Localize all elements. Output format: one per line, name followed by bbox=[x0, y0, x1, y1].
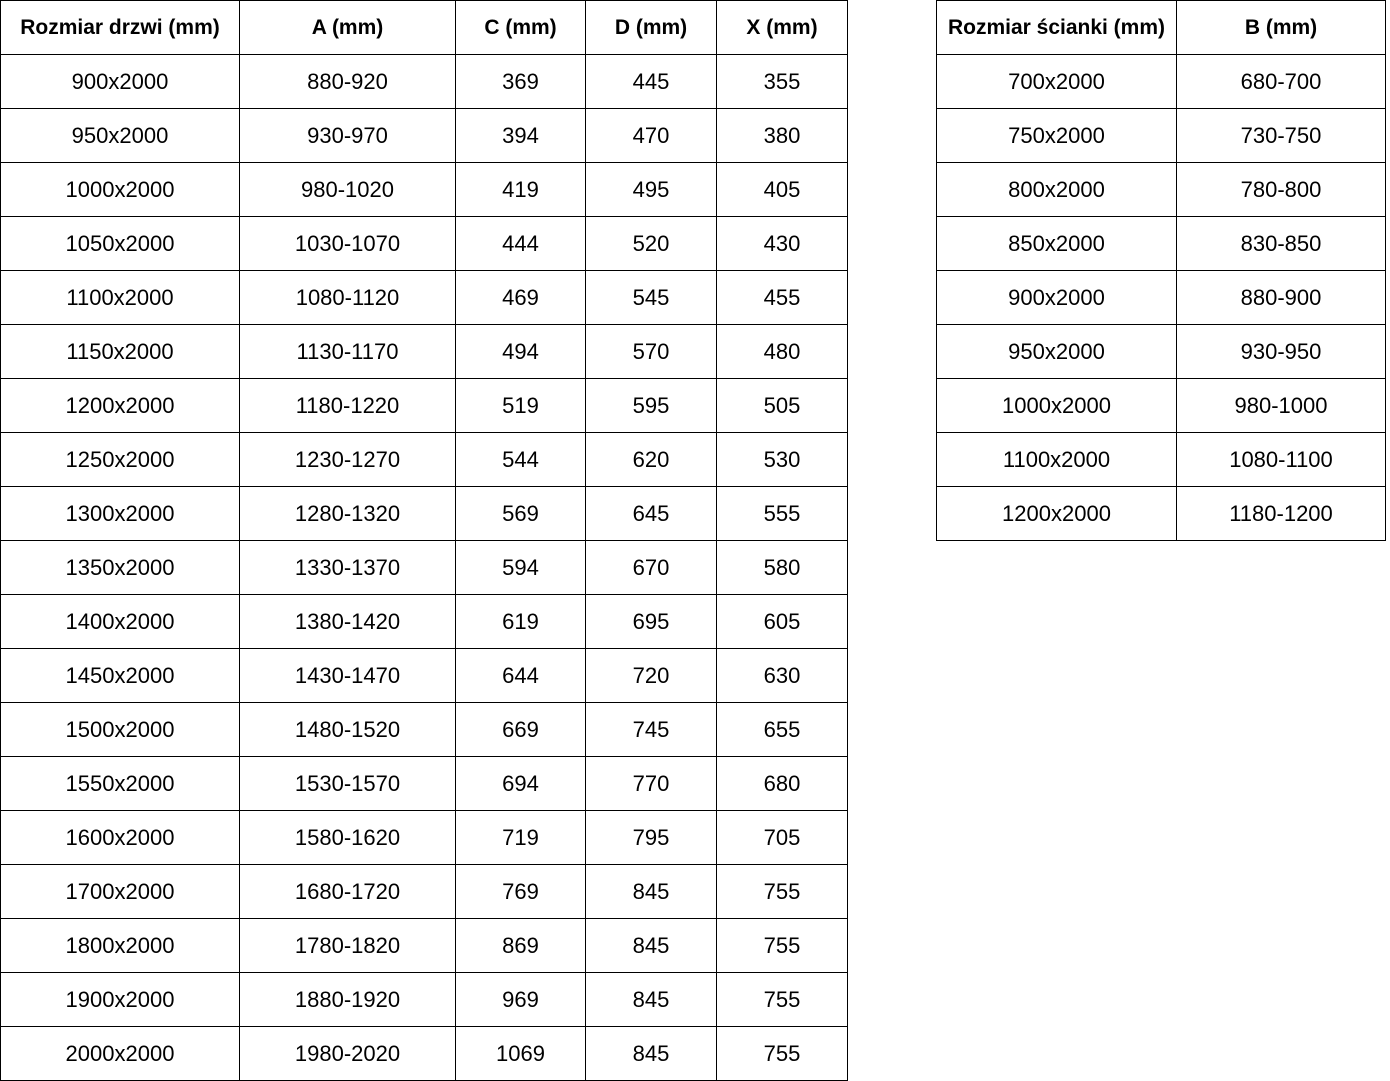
table-cell: 755 bbox=[717, 865, 848, 919]
table-cell: 750x2000 bbox=[937, 109, 1177, 163]
table-row bbox=[1, 217, 848, 271]
table-row bbox=[937, 487, 1386, 541]
table-cell: 950x2000 bbox=[937, 325, 1177, 379]
table-cell: 1180-1200 bbox=[1177, 487, 1386, 541]
table-cell: 380 bbox=[717, 109, 848, 163]
table-cell: 1680-1720 bbox=[240, 865, 456, 919]
table-cell: 470 bbox=[586, 109, 717, 163]
table-cell: 755 bbox=[717, 1027, 848, 1081]
table-row bbox=[1, 163, 848, 217]
table-cell: 645 bbox=[586, 487, 717, 541]
table-cell: 755 bbox=[717, 919, 848, 973]
table-cell: 369 bbox=[456, 55, 586, 109]
doors-table-body bbox=[1, 55, 848, 1081]
table-row bbox=[937, 55, 1386, 109]
table-cell: 900x2000 bbox=[937, 271, 1177, 325]
table-cell: 419 bbox=[456, 163, 586, 217]
table-row bbox=[1, 649, 848, 703]
table-cell: 845 bbox=[586, 1027, 717, 1081]
table-row bbox=[1, 325, 848, 379]
table-cell: 1500x2000 bbox=[1, 703, 240, 757]
table-row bbox=[1, 757, 848, 811]
table-cell: 1780-1820 bbox=[240, 919, 456, 973]
table-row bbox=[937, 433, 1386, 487]
table-cell: 1450x2000 bbox=[1, 649, 240, 703]
table-cell: 680 bbox=[717, 757, 848, 811]
wall-dimensions-table bbox=[936, 0, 1386, 541]
table-cell: 1050x2000 bbox=[1, 217, 240, 271]
table-cell: 1200x2000 bbox=[1, 379, 240, 433]
table-row bbox=[1, 433, 848, 487]
header-cell: A (mm) bbox=[240, 1, 456, 55]
table-row bbox=[937, 109, 1386, 163]
table-cell: 1100x2000 bbox=[937, 433, 1177, 487]
table-cell: 605 bbox=[717, 595, 848, 649]
table-cell: 644 bbox=[456, 649, 586, 703]
table-cell: 469 bbox=[456, 271, 586, 325]
table-cell: 594 bbox=[456, 541, 586, 595]
table-cell: 700x2000 bbox=[937, 55, 1177, 109]
table-cell: 494 bbox=[456, 325, 586, 379]
table-cell: 655 bbox=[717, 703, 848, 757]
table-cell: 694 bbox=[456, 757, 586, 811]
table-cell: 669 bbox=[456, 703, 586, 757]
table-cell: 445 bbox=[586, 55, 717, 109]
table-row bbox=[1, 379, 848, 433]
table-row bbox=[937, 271, 1386, 325]
header-cell: C (mm) bbox=[456, 1, 586, 55]
table-cell: 1180-1220 bbox=[240, 379, 456, 433]
table-cell: 1069 bbox=[456, 1027, 586, 1081]
table-cell: 1150x2000 bbox=[1, 325, 240, 379]
table-cell: 1280-1320 bbox=[240, 487, 456, 541]
table-cell: 1800x2000 bbox=[1, 919, 240, 973]
table-cell: 444 bbox=[456, 217, 586, 271]
table-row bbox=[1, 811, 848, 865]
table-cell: 695 bbox=[586, 595, 717, 649]
table-cell: 1100x2000 bbox=[1, 271, 240, 325]
table-cell: 505 bbox=[717, 379, 848, 433]
table-cell: 595 bbox=[586, 379, 717, 433]
table-cell: 1530-1570 bbox=[240, 757, 456, 811]
table-cell: 1350x2000 bbox=[1, 541, 240, 595]
table-cell: 1200x2000 bbox=[937, 487, 1177, 541]
table-cell: 769 bbox=[456, 865, 586, 919]
table-cell: 1330-1370 bbox=[240, 541, 456, 595]
table-cell: 405 bbox=[717, 163, 848, 217]
header-cell: D (mm) bbox=[586, 1, 717, 55]
table-cell: 544 bbox=[456, 433, 586, 487]
table-cell: 1380-1420 bbox=[240, 595, 456, 649]
header-cell: Rozmiar ścianki (mm) bbox=[937, 1, 1177, 55]
table-cell: 705 bbox=[717, 811, 848, 865]
table-cell: 730-750 bbox=[1177, 109, 1386, 163]
header-cell: B (mm) bbox=[1177, 1, 1386, 55]
table-cell: 2000x2000 bbox=[1, 1027, 240, 1081]
table-cell: 1300x2000 bbox=[1, 487, 240, 541]
table-row bbox=[1, 487, 848, 541]
table-row bbox=[937, 217, 1386, 271]
table-cell: 880-900 bbox=[1177, 271, 1386, 325]
table-row bbox=[1, 919, 848, 973]
table-row bbox=[937, 163, 1386, 217]
table-cell: 930-950 bbox=[1177, 325, 1386, 379]
table-cell: 969 bbox=[456, 973, 586, 1027]
table-cell: 495 bbox=[586, 163, 717, 217]
walls-table-body bbox=[937, 55, 1386, 541]
table-row bbox=[1, 973, 848, 1027]
table-cell: 1230-1270 bbox=[240, 433, 456, 487]
table-cell: 770 bbox=[586, 757, 717, 811]
table-row bbox=[937, 379, 1386, 433]
table-cell: 830-850 bbox=[1177, 217, 1386, 271]
table-cell: 1430-1470 bbox=[240, 649, 456, 703]
table-cell: 570 bbox=[586, 325, 717, 379]
table-cell: 800x2000 bbox=[937, 163, 1177, 217]
table-cell: 519 bbox=[456, 379, 586, 433]
table-cell: 845 bbox=[586, 973, 717, 1027]
table-cell: 430 bbox=[717, 217, 848, 271]
table-cell: 680-700 bbox=[1177, 55, 1386, 109]
table-cell: 1080-1120 bbox=[240, 271, 456, 325]
table-cell: 545 bbox=[586, 271, 717, 325]
table-cell: 845 bbox=[586, 919, 717, 973]
table-cell: 580 bbox=[717, 541, 848, 595]
table-cell: 1080-1100 bbox=[1177, 433, 1386, 487]
table-cell: 480 bbox=[717, 325, 848, 379]
table-cell: 1000x2000 bbox=[1, 163, 240, 217]
table-cell: 845 bbox=[586, 865, 717, 919]
table-cell: 455 bbox=[717, 271, 848, 325]
table-cell: 555 bbox=[717, 487, 848, 541]
table-cell: 880-920 bbox=[240, 55, 456, 109]
table-cell: 1130-1170 bbox=[240, 325, 456, 379]
table-row bbox=[1, 1027, 848, 1081]
table-cell: 980-1000 bbox=[1177, 379, 1386, 433]
table-cell: 1480-1520 bbox=[240, 703, 456, 757]
table-cell: 619 bbox=[456, 595, 586, 649]
table-cell: 569 bbox=[456, 487, 586, 541]
table-cell: 630 bbox=[717, 649, 848, 703]
table-cell: 1030-1070 bbox=[240, 217, 456, 271]
header-cell: X (mm) bbox=[717, 1, 848, 55]
table-cell: 719 bbox=[456, 811, 586, 865]
table-row bbox=[1, 865, 848, 919]
header-cell: Rozmiar drzwi (mm) bbox=[1, 1, 240, 55]
table-cell: 1980-2020 bbox=[240, 1027, 456, 1081]
table-row bbox=[1, 271, 848, 325]
table-cell: 930-970 bbox=[240, 109, 456, 163]
walls-table-header-row bbox=[937, 1, 1386, 55]
table-cell: 1250x2000 bbox=[1, 433, 240, 487]
table-row bbox=[1, 55, 848, 109]
table-cell: 670 bbox=[586, 541, 717, 595]
table-cell: 1580-1620 bbox=[240, 811, 456, 865]
table-row bbox=[1, 703, 848, 757]
table-cell: 1600x2000 bbox=[1, 811, 240, 865]
table-cell: 1700x2000 bbox=[1, 865, 240, 919]
table-cell: 869 bbox=[456, 919, 586, 973]
table-cell: 1400x2000 bbox=[1, 595, 240, 649]
table-cell: 1880-1920 bbox=[240, 973, 456, 1027]
table-cell: 1900x2000 bbox=[1, 973, 240, 1027]
table-row bbox=[1, 109, 848, 163]
table-cell: 520 bbox=[586, 217, 717, 271]
table-cell: 755 bbox=[717, 973, 848, 1027]
table-cell: 1000x2000 bbox=[937, 379, 1177, 433]
table-cell: 795 bbox=[586, 811, 717, 865]
table-cell: 720 bbox=[586, 649, 717, 703]
table-cell: 530 bbox=[717, 433, 848, 487]
table-cell: 900x2000 bbox=[1, 55, 240, 109]
doors-table-header-row bbox=[1, 1, 848, 55]
table-row bbox=[937, 325, 1386, 379]
table-cell: 1550x2000 bbox=[1, 757, 240, 811]
table-cell: 850x2000 bbox=[937, 217, 1177, 271]
table-cell: 620 bbox=[586, 433, 717, 487]
table-row bbox=[1, 595, 848, 649]
table-cell: 950x2000 bbox=[1, 109, 240, 163]
table-cell: 745 bbox=[586, 703, 717, 757]
table-cell: 780-800 bbox=[1177, 163, 1386, 217]
table-row bbox=[1, 541, 848, 595]
table-cell: 394 bbox=[456, 109, 586, 163]
table-cell: 355 bbox=[717, 55, 848, 109]
table-cell: 980-1020 bbox=[240, 163, 456, 217]
